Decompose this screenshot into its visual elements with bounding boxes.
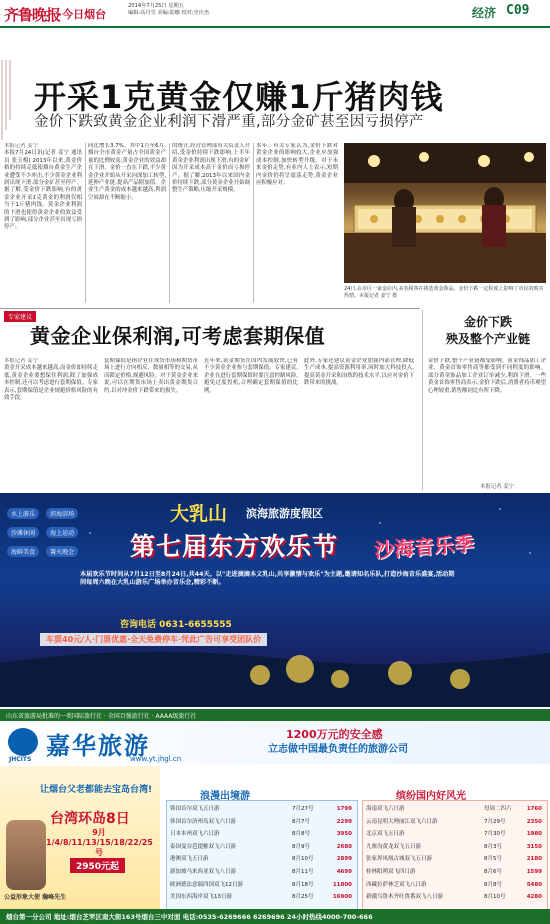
edition-name: ·今日烟台: [58, 8, 107, 21]
section-name: 经济: [472, 6, 497, 20]
article1-column-4: 本年。有关专家认为,金价下跌对黄金企业的影响较大,企业应加强成本控制,加快转型升级。对于未来金价走势,有业内人士表示,短期内金价仍将呈震荡走势,黄金企业应积极应对。: [256, 143, 338, 187]
article1-column-1: [4, 143, 82, 303]
tour-price: 2350: [526, 818, 542, 825]
tour-date: 8月9号: [292, 843, 310, 850]
tour-name: 新疆乌鲁木齐吐鲁番双飞八日游: [366, 894, 444, 901]
tour-row[interactable]: [170, 866, 352, 879]
tour-price: 3950: [336, 831, 352, 838]
column-divider: [85, 143, 86, 303]
tour-row[interactable]: [366, 816, 542, 829]
ad-tag: 海上运动: [46, 527, 78, 538]
tour-date: 8月25号: [292, 894, 314, 901]
article2-byline: 本报记者 姜宁: [4, 358, 39, 364]
tour-row[interactable]: [366, 853, 542, 866]
newspaper-logo: 齐鲁晚报: [4, 6, 61, 24]
tour-date: 8月10号: [292, 856, 314, 863]
sidebar-divider: [422, 310, 423, 490]
darushan-festival-ad[interactable]: [0, 493, 550, 707]
tour-name: 韩国首尔双飞五日游: [170, 806, 220, 812]
article2-column-3: 近年来,黄金期货在国内发展较快,已有不少黄金企业参与套期保值。专家建议,企业在进行套期保值时要注意控制风险,避免过度投机,合理确定套期保值的比例。: [204, 358, 298, 394]
main-subheadline: 金价下跌致黄金企业利润下滑严重,部分金矿甚至因亏损停产: [34, 114, 424, 130]
tour-price: 2180: [526, 856, 542, 863]
sidebar-credit: 本报记者 姜宁: [480, 484, 515, 490]
tour-row[interactable]: [170, 879, 352, 892]
ad2-brand: 嘉华旅游: [46, 731, 150, 760]
article2-col1-text: 黄金开采成本越来越高,而金价却持续走低,黄金企业要想保住利润,除了加强成本控制,还可以考虑进行套期保值。专家表示,套期保值是企业规避价格风险的有效手段。: [4, 365, 98, 402]
ad1-hotline-label: 咨询电话: [120, 620, 157, 630]
tour-row[interactable]: [170, 816, 352, 829]
taiwan-price: 2950元起: [70, 858, 125, 873]
tour-row[interactable]: [366, 866, 542, 879]
outbound-title: 浪漫出境游: [200, 791, 250, 802]
domestic-title: 缤纷国内好风光: [396, 791, 466, 802]
jiahua-logo-icon: [8, 728, 38, 756]
ad1-sub-title: 沙海音乐季: [373, 531, 475, 563]
ad2-insurance-sub: 立志做中国最负责任的旅游公司: [268, 744, 408, 755]
article2-column-4: 此外,专家还建议黄金企业加强内部管理,降低生产成本,提高资源利用率,同时加大科技投入,提高黄金开采和冶炼的技术水平,以应对金价下跌带来的挑战。: [304, 358, 414, 387]
ad1-hotline-row: [120, 617, 232, 630]
tour-price: 5480: [526, 881, 542, 888]
ad-tag: 海鲜美食: [7, 546, 39, 557]
tour-date: 8月10号: [484, 894, 506, 901]
tour-name: 新加坡马来西亚双飞八日游: [170, 868, 237, 875]
tour-price: 4280: [526, 894, 542, 901]
tour-name: 港澳双飞五日游: [170, 856, 209, 863]
tour-row[interactable]: [170, 841, 352, 854]
tour-row[interactable]: [170, 853, 352, 866]
ad2-site[interactable]: www.yt.jhgl.cn: [130, 755, 182, 763]
tour-row[interactable]: [366, 828, 542, 841]
tour-price: 4699: [336, 868, 352, 875]
ad2-promo: 让烟台父老都能去宝岛台湾!: [40, 785, 153, 795]
tour-name: 桂林阳朔双飞四日游: [366, 868, 416, 875]
tour-row[interactable]: [366, 879, 542, 892]
ad-tag: 滨海浴场: [46, 508, 78, 519]
article2-column-1: [4, 358, 98, 490]
section-rule: [0, 308, 420, 309]
ad1-brand-sub: 滨海旅游度假区: [246, 507, 323, 520]
tour-name: 海南双飞六日游: [366, 806, 405, 812]
tour-date: 8月3号: [484, 843, 502, 850]
header-rule: [0, 26, 550, 28]
tour-price: 16900: [332, 894, 352, 901]
tour-date: 8月7号: [292, 818, 310, 825]
tour-name: 北京双飞五日游: [366, 831, 405, 838]
ad-tag: 沙滩休闲: [7, 527, 39, 538]
tour-price: 3150: [526, 843, 542, 850]
spokesperson-photo: [6, 820, 46, 890]
column-divider: [253, 143, 254, 303]
tour-date: 每周二四六: [484, 806, 512, 812]
tour-name: 泰国曼谷芭提雅双飞六日游: [170, 843, 237, 850]
article1-col1-text: 本报7月24日讯(记者 姜宁 通讯员 张玉梅) 2013年以来,黄金价格的持续走低使烟台黄金生产企业遭受不少冲击,不少黄金企业利润出现下滑,部分金矿甚至停产。据了解,受金价下跌影响,有的黄金企业开采1克黄金的利润仅相当于1斤猪肉钱。黄金企业利润的下滑也使得黄金企业的效益受到了影响,部分企业甚至出现亏损停产。: [4, 150, 82, 231]
ad2-footer-bar: [0, 909, 550, 924]
date-line: [128, 3, 268, 17]
ad1-body: 本届欢乐节时间从7月12日至8月24日,共44天。以"走进滴滴本义乳山,共享激情与欢乐"为主题,邀请知名乐队,打造沙海音乐盛宴,活动期间每周六晚在大乳山游乐广场举办音乐会,精彩不断。: [80, 571, 455, 587]
ad2-top-text: 山东省旅游局批准的一类国际旅行社 · 全国百强旅行社 · AAAA级旅行社: [6, 713, 197, 720]
tour-price: 1799: [336, 806, 352, 812]
tour-date: 7月27号: [292, 806, 314, 812]
tour-name: 云南昆明大理丽江双飞六日游: [366, 818, 438, 825]
editor-credits: 编辑:高丹雪 美编:陆娜 校对:史庆杰: [128, 10, 210, 16]
tour-row[interactable]: [170, 891, 352, 904]
ad2-insurance: 1200万元的安全感: [286, 728, 383, 741]
ad1-brand: 大乳山: [170, 503, 228, 525]
article1-byline: 本报记者 姜宁: [4, 143, 39, 149]
sidebar-headline: [428, 314, 548, 348]
sidebar-body: 金价下跌,整个产业链都受影响。黄金饰品加工企业、黄金首饰零售商等都受到不同程度的影响。部分黄金饰品加工企业订单减少,利润下滑。一些黄金首饰零售商表示,金价下跌后,消费者持币观望心理较重,销售额同比有所下降。: [428, 358, 546, 394]
second-headline: 黄金企业保利润,可考虑套期保值: [30, 324, 326, 348]
tour-row[interactable]: [170, 828, 352, 841]
tour-price: 1760: [526, 806, 542, 812]
tour-date: 7月30号: [484, 831, 506, 838]
tour-date: 8月8号: [292, 831, 310, 838]
tour-date: 8月6号: [484, 868, 502, 875]
tour-name: 西藏拉萨林芝双飞八日游: [366, 881, 427, 888]
tour-name: 九寨沟黄龙双飞五日游: [366, 843, 422, 850]
tour-name: 张家界凤凰古城双飞五日游: [366, 856, 433, 863]
spokesperson-caption: 公益形象大使 瀚峰先生: [4, 894, 67, 901]
tour-price: 1980: [526, 831, 542, 838]
tour-row[interactable]: [170, 803, 352, 816]
photo-illustration: [344, 143, 546, 283]
ad1-hotline[interactable]: 0631-6655555: [159, 620, 232, 630]
ad2-top-bar: [0, 709, 550, 721]
column-divider: [169, 143, 170, 303]
tour-name: 美国东西海岸双飞13日游: [170, 894, 232, 901]
ad-tag: 篝火晚会: [46, 546, 78, 557]
tour-price: 1599: [526, 868, 542, 875]
taiwan-dates: 9月1/4/8/11/13/15/18/22/25号: [46, 828, 153, 857]
page-number: C09: [506, 3, 530, 18]
tour-name: 欧洲德法意瑞四国双飞12日游: [170, 881, 243, 888]
sidebar-title-line1: 金价下跌: [463, 315, 512, 329]
expert-advice-tag: 专家建议: [4, 311, 36, 322]
tour-date: 8月11号: [292, 868, 314, 875]
sidebar-title-line2: 殃及整个产业链: [445, 332, 530, 346]
photo-caption: 24日,在市区一家金店内,多名顾客在挑选黄金饰品。金价下跌一定程度上影响了市民的购买热情。本报记者 姜宁 摄: [344, 286, 544, 299]
tour-name: 日本本州双飞六日游: [170, 831, 220, 838]
tour-name: 韩国首尔济州岛双飞六日游: [170, 818, 237, 825]
domestic-list: [366, 803, 542, 904]
taiwan-title: 台湾环岛8日: [50, 811, 130, 827]
tour-date: 7月29号: [484, 818, 506, 825]
ad-tag: 水上游乐: [7, 508, 39, 519]
tour-row[interactable]: [366, 803, 542, 816]
tour-date: 8月8号: [484, 881, 502, 888]
outbound-list: [170, 803, 352, 904]
tour-date: 8月5号: [484, 856, 502, 863]
main-headline: 开采1克黄金仅赚1斤猪肉钱: [34, 78, 444, 116]
tour-price: 2899: [336, 856, 352, 863]
decorative-corner-lines: [0, 60, 24, 140]
gold-shop-photo: [344, 143, 546, 283]
tour-price: 2680: [336, 843, 352, 850]
ad-tag-list: [6, 501, 112, 558]
article1-column-3: 的统计,经营管理部有关负责人介绍,受金价持续下跌影响,上半年黄金企业利润出现下滑,有的金矿因为开采成本高于金价而亏损停产。据了解,2013年以来国内金价持续下跌,部分黄金企业开始调整生产策略,压缩开采规模。: [172, 143, 250, 194]
issue-date: 2014年7月25日 星期五: [128, 3, 184, 9]
article1-column-2: 同比增长3.7%。其中1月至6月,烟台全市黄金产量占全国黄金产量的比例较高,黄金企业的效益却在下滑。金价一直在下跌,不少黄金企业开始从开采向深加工转型,延伸产业链,提高产品附加值。企业生产黄金的成本越来越高,利润空间却在不断缩小。: [88, 143, 166, 201]
tour-price: 11800: [332, 881, 352, 888]
tour-date: 8月18号: [292, 881, 314, 888]
tour-row[interactable]: [366, 891, 542, 904]
tour-row[interactable]: [366, 841, 542, 854]
article2-column-2: 套期保值是指企业在现货市场和期货市场上进行方向相反、数量相等的交易,从而锁定价格,规避风险。对于黄金企业来说,可以在期货市场上卖出黄金期货合约,以对冲金价下跌带来的损失。: [104, 358, 198, 394]
ad1-footer-line: 车票40元/人·门票优惠·全天免费停车·凭此广告可享受团队价: [40, 633, 267, 646]
ad1-main-title: 第七届东方欢乐节: [130, 532, 339, 561]
tour-price: 2299: [336, 818, 352, 825]
ad2-brand-en: JHCITS: [9, 756, 32, 763]
ad2-footer-text: 烟台第一分公司 地址:烟台芝罘区南大街163号烟台三中对面 电话:0535-6269666 6269696 24小时热线4000-700-666: [6, 913, 373, 921]
